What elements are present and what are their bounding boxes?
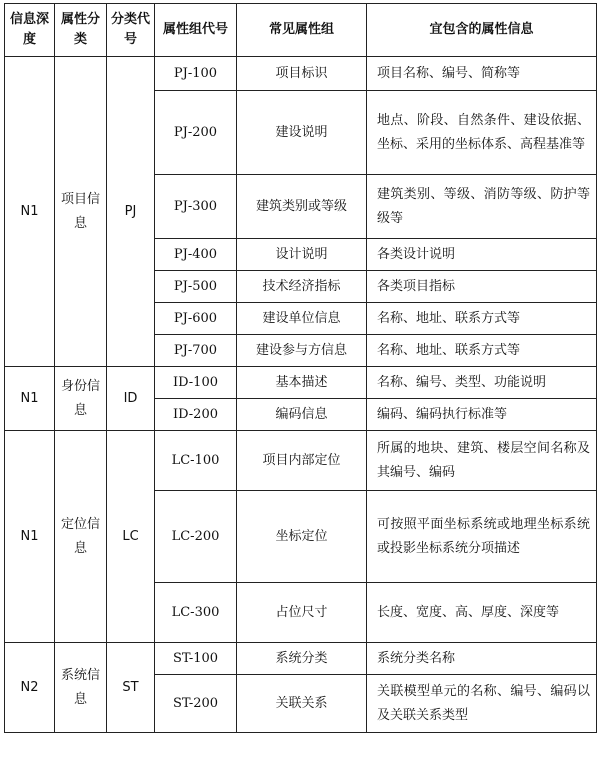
group-cell: 关联关系 [237,675,367,733]
attribute-table [4,3,597,733]
group-cell: 建设说明 [237,91,367,175]
table-row [5,643,597,675]
group-cell: 建筑类别或等级 [237,175,367,239]
group-code-cell: PJ-100 [155,57,237,91]
depth-cell: N1 [5,367,55,431]
info-cell: 编码、编码执行标准等 [367,399,597,431]
code-cell: ST [107,643,155,733]
info-cell: 长度、宽度、高、厚度、深度等 [367,583,597,643]
group-code-cell: ID-100 [155,367,237,399]
group-cell: 坐标定位 [237,491,367,583]
group-code-cell: ID-200 [155,399,237,431]
group-cell: 技术经济指标 [237,271,367,303]
info-cell: 关联模型单元的名称、编号、编码以及关联关系类型 [367,675,597,733]
table-row [5,431,597,491]
group-cell: 建设单位信息 [237,303,367,335]
group-code-cell: PJ-400 [155,239,237,271]
group-cell: 建设参与方信息 [237,335,367,367]
group-code-cell: PJ-200 [155,91,237,175]
header-row [5,4,597,57]
group-code-cell: PJ-500 [155,271,237,303]
group-code-cell: LC-200 [155,491,237,583]
header-group: 常见属性组 [237,4,367,57]
info-cell: 各类项目指标 [367,271,597,303]
group-code-cell: PJ-700 [155,335,237,367]
group-cell: 系统分类 [237,643,367,675]
info-cell: 可按照平面坐标系统或地理坐标系统或投影坐标系统分项描述 [367,491,597,583]
info-cell: 项目名称、编号、简称等 [367,57,597,91]
header-group-code: 属性组代号 [155,4,237,57]
code-cell: ID [107,367,155,431]
table-row [5,367,597,399]
header-depth: 信息深度 [5,4,55,57]
info-cell: 名称、地址、联系方式等 [367,335,597,367]
info-cell: 各类设计说明 [367,239,597,271]
group-code-cell: PJ-300 [155,175,237,239]
group-code-cell: ST-100 [155,643,237,675]
code-cell: LC [107,431,155,643]
info-cell: 系统分类名称 [367,643,597,675]
group-cell: 设计说明 [237,239,367,271]
category-cell: 项目信息 [55,57,107,367]
info-cell: 建筑类别、等级、消防等级、防护等级等 [367,175,597,239]
table-row [5,57,597,91]
code-cell: PJ [107,57,155,367]
info-cell: 名称、编号、类型、功能说明 [367,367,597,399]
depth-cell: N1 [5,431,55,643]
depth-cell: N1 [5,57,55,367]
group-code-cell: ST-200 [155,675,237,733]
group-cell: 项目标识 [237,57,367,91]
info-cell: 所属的地块、建筑、楼层空间名称及其编号、编码 [367,431,597,491]
category-cell: 身份信息 [55,367,107,431]
category-cell: 系统信息 [55,643,107,733]
header-info: 宜包含的属性信息 [367,4,597,57]
group-cell: 占位尺寸 [237,583,367,643]
info-cell: 名称、地址、联系方式等 [367,303,597,335]
group-code-cell: LC-300 [155,583,237,643]
group-code-cell: PJ-600 [155,303,237,335]
info-cell: 地点、阶段、自然条件、建设依据、坐标、采用的坐标体系、高程基准等 [367,91,597,175]
group-cell: 项目内部定位 [237,431,367,491]
group-cell: 编码信息 [237,399,367,431]
depth-cell: N2 [5,643,55,733]
group-cell: 基本描述 [237,367,367,399]
header-code: 分类代号 [107,4,155,57]
group-code-cell: LC-100 [155,431,237,491]
category-cell: 定位信息 [55,431,107,643]
header-category: 属性分类 [55,4,107,57]
